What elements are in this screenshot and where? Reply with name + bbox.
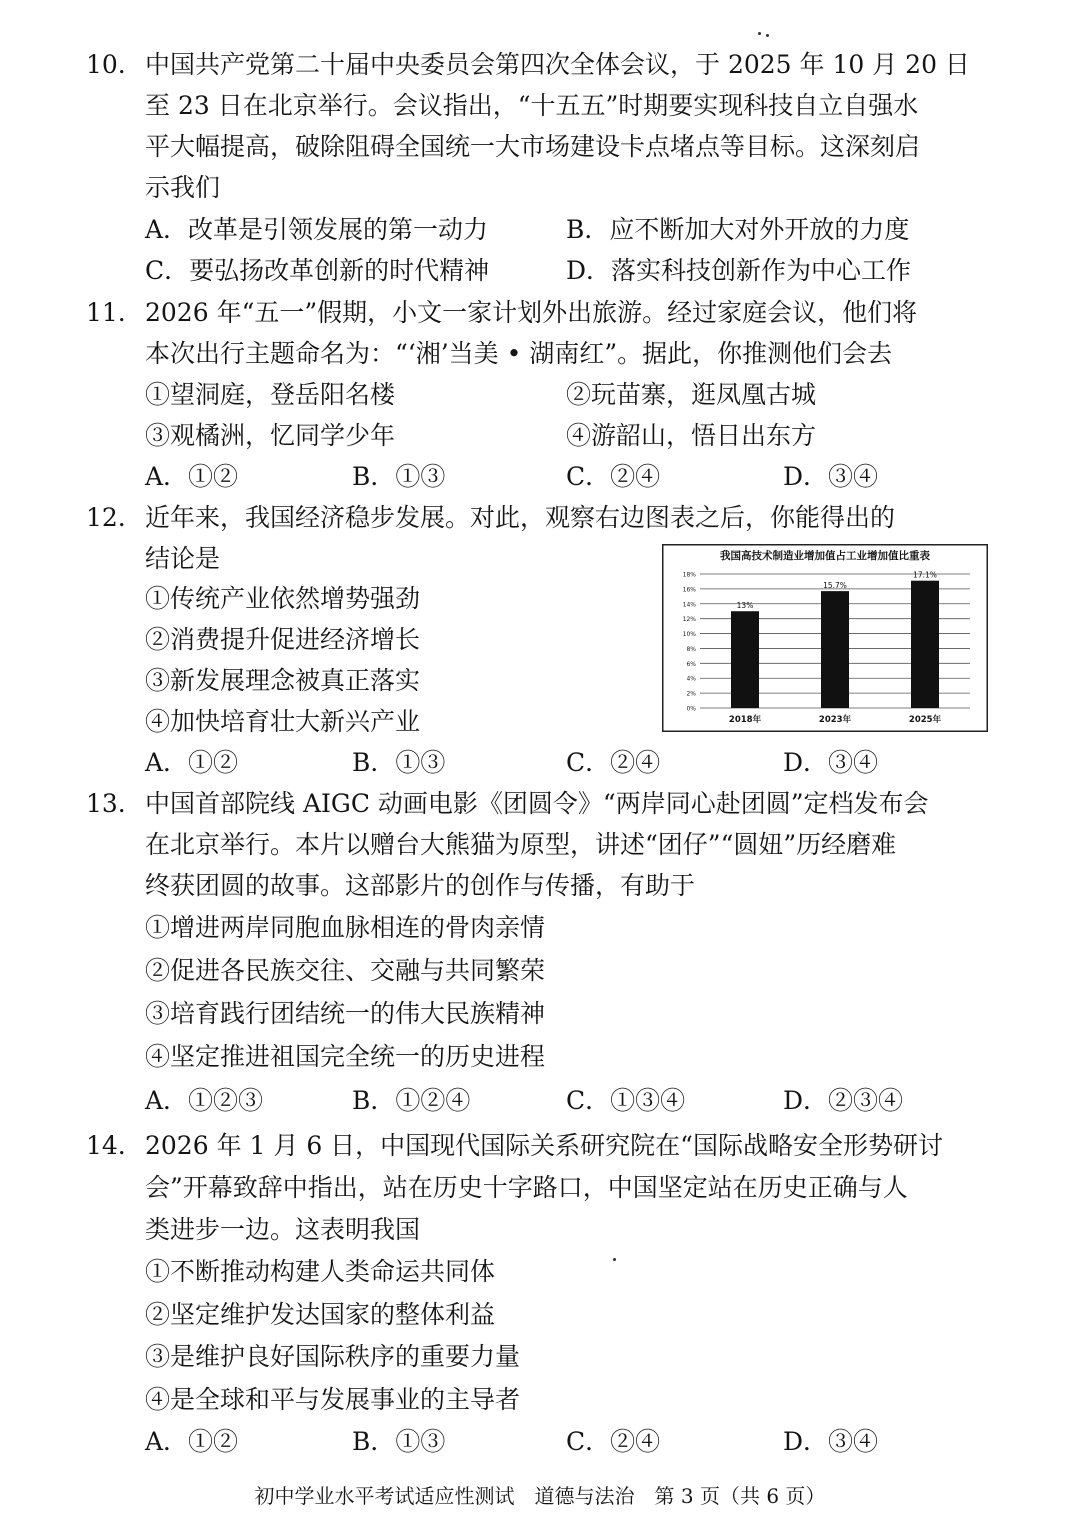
- question-stem-line: 会”开幕致辞中指出，站在历史十字路口，中国坚定站在历史正确与人: [145, 1173, 908, 1202]
- statement-item: ④是全球和平与发展事业的主导者: [145, 1385, 521, 1414]
- chart-bar: [911, 581, 939, 708]
- question-number: 12.: [86, 503, 126, 532]
- statement-item: ①增进两岸同胞血脉相连的骨肉亲情: [145, 913, 546, 942]
- scan-speck: [613, 1258, 616, 1261]
- chart-data-label: 13%: [736, 601, 754, 611]
- statement-item: ①不断推动构建人类命运共同体: [145, 1257, 496, 1286]
- option-c: C．②④: [566, 462, 661, 491]
- chart-y-tick-label: 0%: [686, 705, 696, 713]
- statement-item: ①望洞庭，登岳阳名楼: [145, 380, 396, 409]
- question-stem-line: 本次出行主题命名为：“‘湘’当美 • 湖南红”。据此，你推测他们会去: [145, 339, 893, 368]
- option-a: A．改革是引领发展的第一动力: [145, 215, 489, 244]
- statement-item: ④游韶山，悟日出东方: [566, 421, 817, 450]
- chart-y-tick-label: 16%: [682, 586, 696, 594]
- question-stem-line: 示我们: [145, 173, 221, 202]
- chart-y-tick-label: 18%: [682, 571, 696, 579]
- statement-item: ②坚定维护发达国家的整体利益: [145, 1300, 496, 1329]
- option-b: B．应不断加大对外开放的力度: [566, 215, 910, 244]
- option-b: B．①②④: [352, 1086, 471, 1115]
- statement-item: ②促进各民族交往、交融与共同繁荣: [145, 956, 546, 985]
- chart-x-axis: [729, 714, 942, 725]
- scan-speck: [766, 34, 769, 37]
- chart-y-tick-label: 14%: [682, 601, 696, 609]
- option-c: C．①③④: [566, 1086, 686, 1115]
- option-c: C．要弘扬改革创新的时代精神: [145, 256, 490, 285]
- scan-speck: [758, 32, 761, 35]
- statement-item: ①传统产业依然增势强劲: [145, 584, 421, 613]
- option-b: B．①③: [352, 748, 446, 777]
- chart-x-tick-label: 2018年: [728, 715, 762, 725]
- statement-item: ③新发展理念被真正落实: [145, 666, 421, 695]
- chart-data-label: 15.7%: [823, 581, 847, 591]
- option-d: D．②③④: [783, 1086, 904, 1115]
- question-stem-line: 2026 年“五一”假期，小文一家计划外出旅游。经过家庭会议，他们将: [145, 298, 918, 327]
- option-a: A．①②: [145, 1427, 239, 1456]
- option-d: D．落实科技创新作为中心工作: [566, 256, 912, 285]
- statement-item: ③培育践行团结统一的伟大民族精神: [145, 999, 546, 1028]
- statement-item: ③是维护良好国际秩序的重要力量: [145, 1342, 521, 1371]
- question-stem-line: 平大幅提高，破除阻碍全国统一大市场建设卡点堵点等目标。这深刻启: [145, 132, 921, 161]
- question-stem-line: 中国共产党第二十届中央委员会第四次全体会议，于 2025 年 10 月 20 日: [145, 50, 970, 79]
- chart-x-tick-label: 2025年: [908, 715, 942, 725]
- option-a: A．①②③: [145, 1086, 264, 1115]
- chart-bar: [821, 591, 849, 708]
- chart-data-label: 17.1%: [913, 570, 937, 580]
- statement-item: ②玩苗寨，逛凤凰古城: [566, 380, 817, 409]
- chart-title: 我国高技术制造业增加值占工业增加值比重表: [720, 550, 930, 562]
- option-c: C．②④: [566, 748, 661, 777]
- chart-bar: [731, 611, 759, 708]
- question-stem-line: 至 23 日在北京举行。会议指出，“十五五”时期要实现科技自立自强水: [145, 91, 919, 120]
- question-stem-line: 终获团圆的故事。这部影片的创作与传播，有助于: [145, 871, 696, 900]
- chart-y-tick-label: 10%: [682, 631, 696, 639]
- statement-item: ④加快培育壮大新兴产业: [145, 707, 421, 736]
- statement-item: ③观橘洲，忆同学少年: [145, 421, 396, 450]
- chart-y-tick-label: 2%: [686, 690, 696, 698]
- option-b: B．①③: [352, 1427, 446, 1456]
- page-footer: 初中学业水平考试适应性测试 道德与法治 第 3 页（共 6 页）: [254, 1484, 826, 1508]
- option-c: C．②④: [566, 1427, 661, 1456]
- option-a: A．①②: [145, 462, 239, 491]
- chart-y-tick-label: 12%: [682, 616, 696, 624]
- statement-item: ②消费提升促进经济增长: [145, 625, 421, 654]
- question-number: 11.: [86, 298, 126, 327]
- question-stem-line: 近年来，我国经济稳步发展。对此，观察右边图表之后，你能得出的: [145, 503, 896, 532]
- statement-item: ④坚定推进祖国完全统一的历史进程: [145, 1042, 546, 1071]
- chart-y-tick-label: 4%: [686, 675, 696, 683]
- question-stem-line: 中国首部院线 AIGC 动画电影《团圆令》“两岸同心赴团圆”定档发布会: [145, 789, 929, 818]
- question-number: 14.: [86, 1131, 126, 1160]
- question-stem-line: 在北京举行。本片以赠台大熊猫为原型，讲述“团仔”“圆妞”历经磨难: [145, 830, 897, 859]
- option-b: B．①③: [352, 462, 446, 491]
- option-d: D．③④: [783, 462, 879, 491]
- option-a: A．①②: [145, 748, 239, 777]
- chart-y-tick-label: 8%: [686, 645, 696, 653]
- question-stem-line: 类进步一边。这表明我国: [145, 1215, 421, 1244]
- question-stem-line: 2026 年 1 月 6 日，中国现代国际关系研究院在“国际战略安全形势研讨: [145, 1131, 943, 1160]
- question-number: 10.: [86, 50, 126, 79]
- option-d: D．③④: [783, 748, 879, 777]
- question-number: 13.: [86, 789, 126, 818]
- chart-x-tick-label: 2023年: [818, 715, 852, 725]
- question-stem-line: 结论是: [145, 544, 221, 573]
- chart-y-tick-label: 6%: [686, 660, 696, 668]
- option-d: D．③④: [783, 1427, 879, 1456]
- bar-chart: [662, 544, 988, 732]
